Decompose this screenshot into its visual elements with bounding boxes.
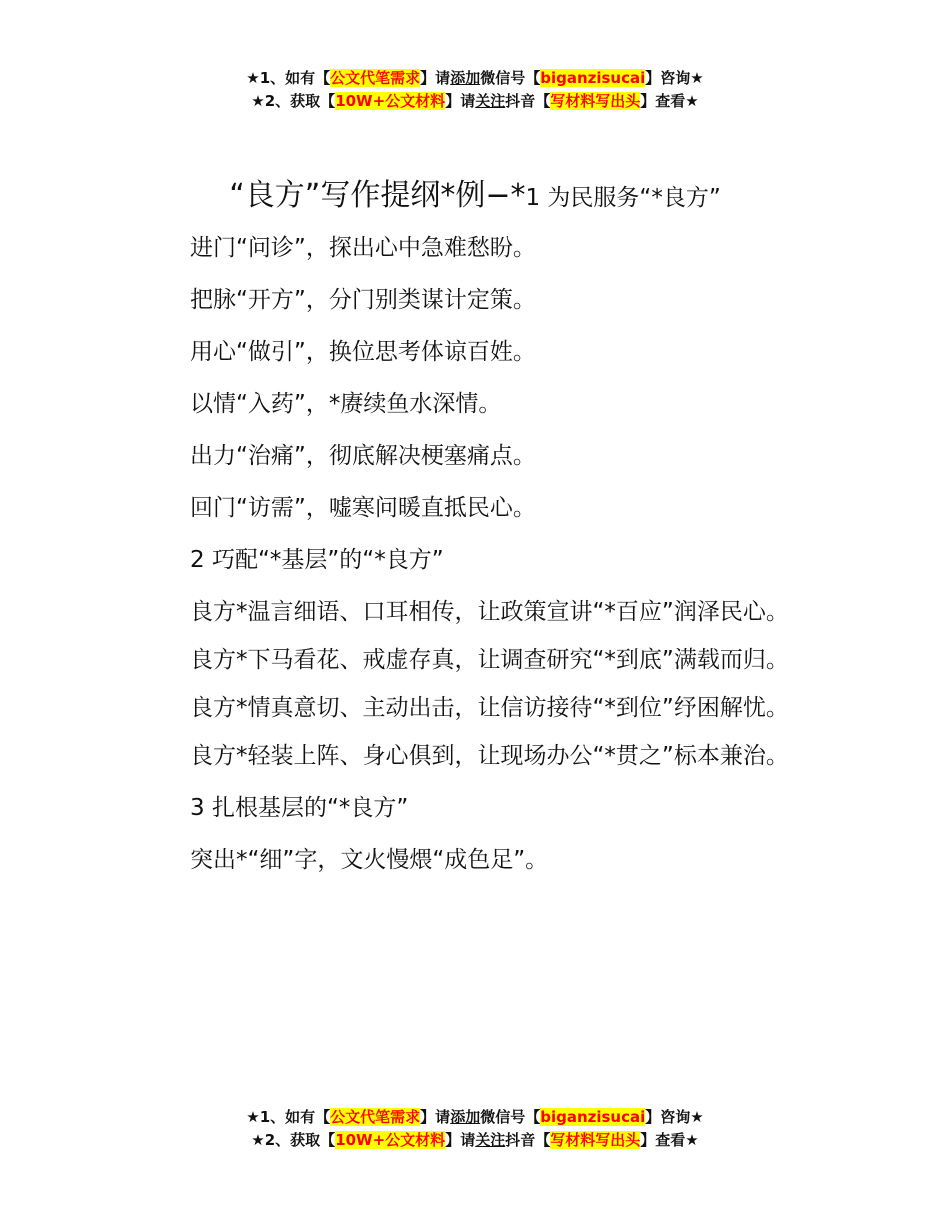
banner-highlight-materials: 10W+公文材料 — [335, 92, 446, 110]
paragraph: 出力“治痛”，彻底解决梗塞痛点。 — [190, 443, 536, 469]
banner-underlined-follow: 关注 — [475, 92, 506, 110]
section-2-heading: 2 巧配“*基层”的“*良方” — [190, 547, 444, 573]
banner-highlight-douyin-account: 写材料写出头 — [550, 92, 641, 110]
banner-line-2-prefix: ★2、获取【 — [251, 92, 336, 110]
paragraph: 良方*情真意切、主动出击，让信访接待“*到位”纾困解忧。 — [190, 695, 789, 721]
banner-line-2-mid2: 抖音【 — [505, 1131, 551, 1149]
banner-line-1-prefix: ★1、如有【 — [246, 1108, 331, 1126]
banner-line-1 — [0, 67, 950, 90]
banner-highlight-writing-service: 公文代笔需求 — [330, 69, 421, 87]
banner-line-1-mid2: 微信号【 — [480, 1108, 541, 1126]
header-banner — [0, 67, 950, 113]
paragraph: 把脉“开方”，分门别类谋计定策。 — [190, 287, 536, 313]
paragraph: 良方*温言细语、口耳相传，让政策宣讲“*百应”润泽民心。 — [190, 599, 789, 625]
banner-line-2-mid: 】请 — [445, 92, 476, 110]
banner-highlight-wechat-id: biganzisucai — [540, 1108, 646, 1126]
banner-highlight-wechat-id: biganzisucai — [540, 69, 646, 87]
document-title-line — [0, 170, 950, 214]
section-1-heading: 1 为民服务“*良方” — [525, 185, 721, 211]
banner-line-1-mid: 】请 — [420, 1108, 451, 1126]
banner-line-2-suffix: 】查看★ — [640, 1131, 699, 1149]
paragraph: 以情“入药”，*赓续鱼水深情。 — [190, 391, 502, 417]
paragraph: 进门“问诊”，探出心中急难愁盼。 — [190, 235, 536, 261]
banner-highlight-douyin-account: 写材料写出头 — [550, 1131, 641, 1149]
banner-line-1-mid2: 微信号【 — [480, 69, 541, 87]
banner-line-1-suffix: 】咨询★ — [645, 1108, 704, 1126]
banner-line-1 — [0, 1106, 950, 1129]
banner-line-1-suffix: 】咨询★ — [645, 69, 704, 87]
banner-highlight-materials: 10W+公文材料 — [335, 1131, 446, 1149]
paragraph: 用心“做引”，换位思考体谅百姓。 — [190, 339, 536, 365]
paragraph: 良方*轻装上阵、身心俱到，让现场办公“*贯之”标本兼治。 — [190, 743, 789, 769]
paragraph: 回门“访需”，嘘寒问暖直抵民心。 — [190, 495, 536, 521]
paragraph: 突出*“细”字，文火慢煨“成色足”。 — [190, 847, 549, 873]
banner-underlined-add: 添加 — [450, 1108, 481, 1126]
document-title: “良方”写作提纲*例−* — [229, 178, 526, 213]
banner-line-2 — [0, 1129, 950, 1152]
banner-line-2-mid2: 抖音【 — [505, 92, 551, 110]
banner-line-1-prefix: ★1、如有【 — [246, 69, 331, 87]
banner-highlight-writing-service: 公文代笔需求 — [330, 1108, 421, 1126]
banner-line-2 — [0, 90, 950, 113]
banner-underlined-add: 添加 — [450, 69, 481, 87]
banner-underlined-follow: 关注 — [475, 1131, 506, 1149]
banner-line-1-mid: 】请 — [420, 69, 451, 87]
document-body — [140, 222, 815, 886]
banner-line-2-mid: 】请 — [445, 1131, 476, 1149]
banner-line-2-suffix: 】查看★ — [640, 92, 699, 110]
section-3-heading: 3 扎根基层的“*良方” — [190, 795, 409, 821]
footer-banner — [0, 1106, 950, 1152]
banner-line-2-prefix: ★2、获取【 — [251, 1131, 336, 1149]
paragraph: 良方*下马看花、戒虚存真，让调查研究“*到底”满载而归。 — [190, 647, 789, 673]
